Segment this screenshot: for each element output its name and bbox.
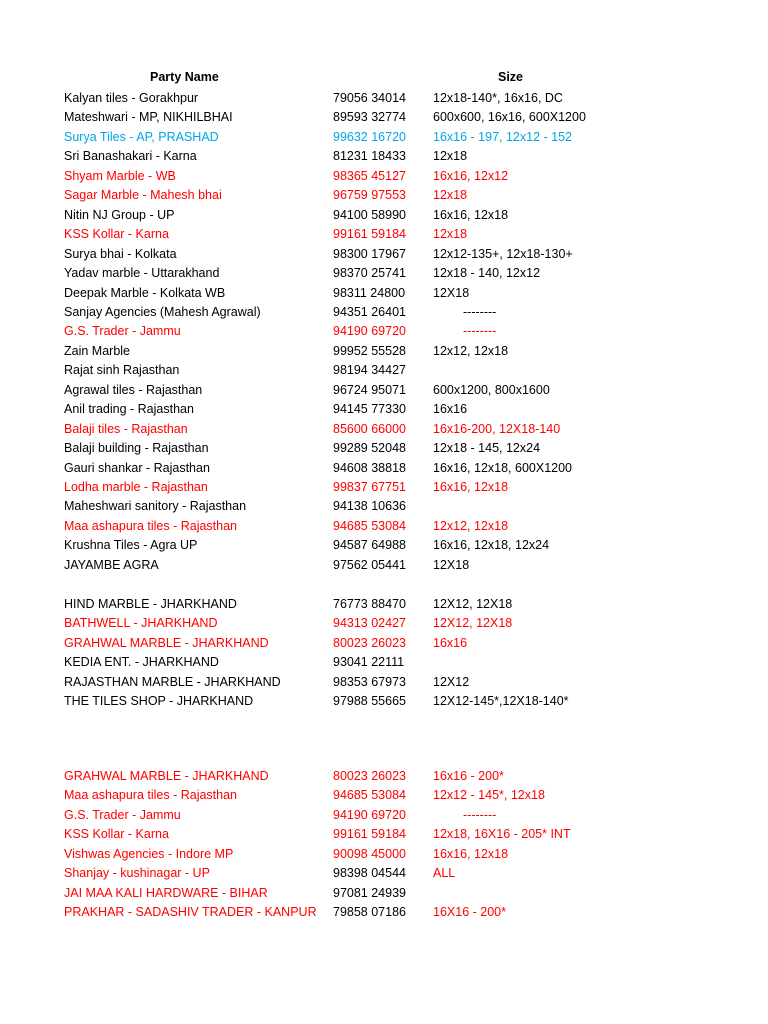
phone-cell: 94138 10636 [333,499,406,514]
phone-cell: 94685 53084 [333,788,406,803]
party-name-cell: Krushna Tiles - Agra UP [64,538,198,553]
table-row [0,89,768,107]
table-row [0,673,768,691]
party-name-cell: Shyam Marble - WB [64,168,176,183]
party-name-cell: Balaji building - Rajasthan [64,441,209,456]
phone-cell: 94587 64988 [333,538,406,553]
table-row [0,903,768,921]
table-row [0,361,768,379]
phone-cell: 97562 05441 [333,557,406,572]
table-row [0,128,768,146]
size-cell: 12x12-135+, 12x18-130+ [433,246,573,261]
size-cell: 12X12, 12X18 [433,596,513,611]
size-cell: -------- [463,807,497,822]
size-cell: 12x12, 12x18 [433,343,509,358]
party-name-cell: Balaji tiles - Rajasthan [64,421,188,436]
size-cell: 16X16 - 200* [433,905,506,920]
table-row [0,497,768,515]
table-row [0,108,768,126]
phone-cell: 80023 26023 [333,769,406,783]
table-row [0,614,768,632]
phone-cell: 97988 55665 [333,693,406,708]
table-row [0,864,768,882]
size-cell: 12X12, 12X18 [433,616,513,631]
header-party-name: Party Name [150,70,219,84]
party-name-cell: Deepak Marble - Kolkata WB [64,285,226,300]
party-name-cell: Maheshwari sanitory - Rajasthan [64,499,247,514]
size-cell: 16x16, 12x18, 12x24 [433,538,550,553]
party-name-cell: Maa ashapura tiles - Rajasthan [64,788,238,803]
phone-cell: 94145 77330 [333,402,406,417]
size-cell: 12x12, 12x18 [433,518,509,533]
table-row [0,400,768,418]
party-name-cell: Gauri shankar - Rajasthan [64,460,210,475]
size-cell: 16x16-200, 12X18-140 [433,421,561,436]
phone-cell: 76773 88470 [333,596,406,611]
party-name-cell: Anil trading - Rajasthan [64,402,194,417]
table-row [0,845,768,863]
phone-cell: 93041 22111 [333,655,405,670]
table-row [0,692,768,710]
party-name-cell: GRAHWAL MARBLE - JHARKHAND [64,635,269,650]
party-name-cell: THE TILES SHOP - JHARKHAND [64,693,254,708]
phone-cell: 99289 52048 [333,441,406,456]
size-cell: 16x16, 12x18 [433,207,509,222]
table-row [0,264,768,282]
table-row [0,342,768,360]
party-name-cell: Sanjay Agencies (Mahesh Agrawal) [64,304,261,319]
party-name-cell: Nitin NJ Group - UP [64,207,175,222]
table-row [0,786,768,804]
table-row [0,186,768,204]
party-name-cell: Lodha marble - Rajasthan [64,480,208,494]
table-row [0,536,768,554]
party-name-cell: Shanjay - kushinagar - UP [64,866,210,881]
size-cell: 12X18 [433,285,470,300]
size-cell: ALL [433,866,456,881]
phone-cell: 99161 59184 [333,827,406,842]
phone-cell: 98370 25741 [333,266,406,281]
table-row [0,420,768,438]
table-row [0,767,768,785]
party-name-cell: G.S. Trader - Jammu [64,807,181,822]
phone-cell: 94351 26401 [333,304,406,319]
table-row [0,322,768,340]
party-name-cell: Zain Marble [64,343,130,358]
size-cell: 12x18 [433,188,468,203]
phone-cell: 98353 67973 [333,674,406,689]
phone-cell: 94608 38818 [333,460,406,475]
size-cell: 12X12-145*,12X18-140* [433,693,569,708]
party-name-cell: GRAHWAL MARBLE - JHARKHAND [64,769,269,783]
phone-cell: 94190 69720 [333,324,406,339]
party-name-cell: Yadav marble - Uttarakhand [64,266,220,281]
phone-cell: 94313 02427 [333,616,406,631]
size-cell: 16x16, 12x18 [433,480,509,494]
party-name-cell: Vishwas Agencies - Indore MP [64,846,234,861]
size-cell: -------- [463,304,497,319]
table-row [0,595,768,613]
party-name-cell: Agrawal tiles - Rajasthan [64,382,203,397]
size-cell: 12x18 - 145, 12x24 [433,441,541,456]
party-name-cell: Surya Tiles - AP, PRASHAD [64,129,219,144]
party-name-cell: BATHWELL - JHARKHAND [64,616,218,631]
phone-cell: 99837 67751 [333,480,406,494]
size-cell: 12x18 - 140, 12x12 [433,266,541,281]
party-name-cell: KSS Kollar - Karna [64,827,169,842]
size-cell: 16x16 [433,402,468,417]
phone-cell: 98300 17967 [333,246,406,261]
table-row [0,225,768,243]
phone-cell: 99161 59184 [333,227,406,242]
party-name-cell: Kalyan tiles - Gorakhpur [64,91,199,105]
party-name-cell: KSS Kollar - Karna [64,227,169,242]
party-name-cell: KEDIA ENT. - JHARKHAND [64,655,219,670]
table-row [0,303,768,321]
party-name-cell: PRAKHAR - SADASHIV TRADER - KANPUR [64,905,317,920]
table-row [0,517,768,535]
table-header [0,70,768,88]
phone-cell: 96759 97553 [333,188,406,203]
size-cell: 12x18-140*, 16x16, DC [433,91,563,105]
party-name-cell: Mateshwari - MP, NIKHILBHAI [64,110,233,125]
table-row [0,381,768,399]
party-name-cell: Rajat sinh Rajasthan [64,363,180,378]
header-size: Size [498,70,524,84]
phone-cell: 96724 95071 [333,382,406,397]
phone-cell: 99632 16720 [333,129,406,144]
party-name-cell: JAI MAA KALI HARDWARE - BIHAR [64,885,268,900]
size-cell: 16x16 - 200* [433,769,504,783]
phone-cell: 79858 07186 [333,905,406,920]
phone-cell: 94190 69720 [333,807,406,822]
size-cell: 12x18 [433,149,468,164]
phone-cell: 89593 32774 [333,110,406,125]
table-row [0,825,768,843]
size-cell: 16x16 [433,635,468,650]
phone-cell: 80023 26023 [333,635,406,650]
size-cell: 16x16, 12x18 [433,846,509,861]
size-cell: 12X18 [433,557,470,572]
table-row [0,556,768,574]
phone-cell: 97081 24939 [333,885,406,900]
phone-cell: 98311 24800 [333,285,406,300]
phone-cell: 85600 66000 [333,421,406,436]
party-name-cell: Sagar Marble - Mahesh bhai [64,188,222,203]
table-row [0,284,768,302]
phone-cell: 94100 58990 [333,207,406,222]
phone-cell: 98398 04544 [333,866,406,881]
size-cell: -------- [463,324,497,339]
size-cell: 12X12 [433,674,470,689]
size-cell: 16x16 - 197, 12x12 - 152 [433,129,572,144]
table-row [0,147,768,165]
table-row [0,459,768,477]
party-name-cell: Surya bhai - Kolkata [64,246,177,261]
party-name-cell: JAYAMBE AGRA [64,557,159,572]
table-row [0,167,768,185]
phone-cell: 98365 45127 [333,168,406,183]
phone-cell: 94685 53084 [333,518,406,533]
table-row [0,575,768,593]
party-name-cell: HIND MARBLE - JHARKHAND [64,596,237,611]
phone-cell: 90098 45000 [333,846,406,861]
party-name-cell: G.S. Trader - Jammu [64,324,181,339]
table-row [0,439,768,457]
party-name-cell: Maa ashapura tiles - Rajasthan [64,518,238,533]
size-cell: 600x1200, 800x1600 [433,382,550,397]
phone-cell: 79056 34014 [333,91,406,105]
table-row [0,478,768,496]
party-name-cell: RAJASTHAN MARBLE - JHARKHAND [64,674,281,689]
table-row [0,245,768,263]
phone-cell: 98194 34427 [333,363,406,378]
size-cell: 16x16, 12x18, 600X1200 [433,460,573,475]
table-row [0,806,768,824]
table-row [0,653,768,671]
size-cell: 16x16, 12x12 [433,168,509,183]
size-cell: 12x18 [433,227,468,242]
table-row [0,884,768,902]
phone-cell: 81231 18433 [333,149,406,164]
size-cell: 600x600, 16x16, 600X1200 [433,110,586,125]
size-cell: 12x12 - 145*, 12x18 [433,788,545,803]
party-name-cell: Sri Banashakari - Karna [64,149,197,164]
table-row [0,634,768,652]
phone-cell: 99952 55528 [333,343,406,358]
size-cell: 12x18, 16X16 - 205* INT [433,827,571,842]
table-row [0,206,768,224]
